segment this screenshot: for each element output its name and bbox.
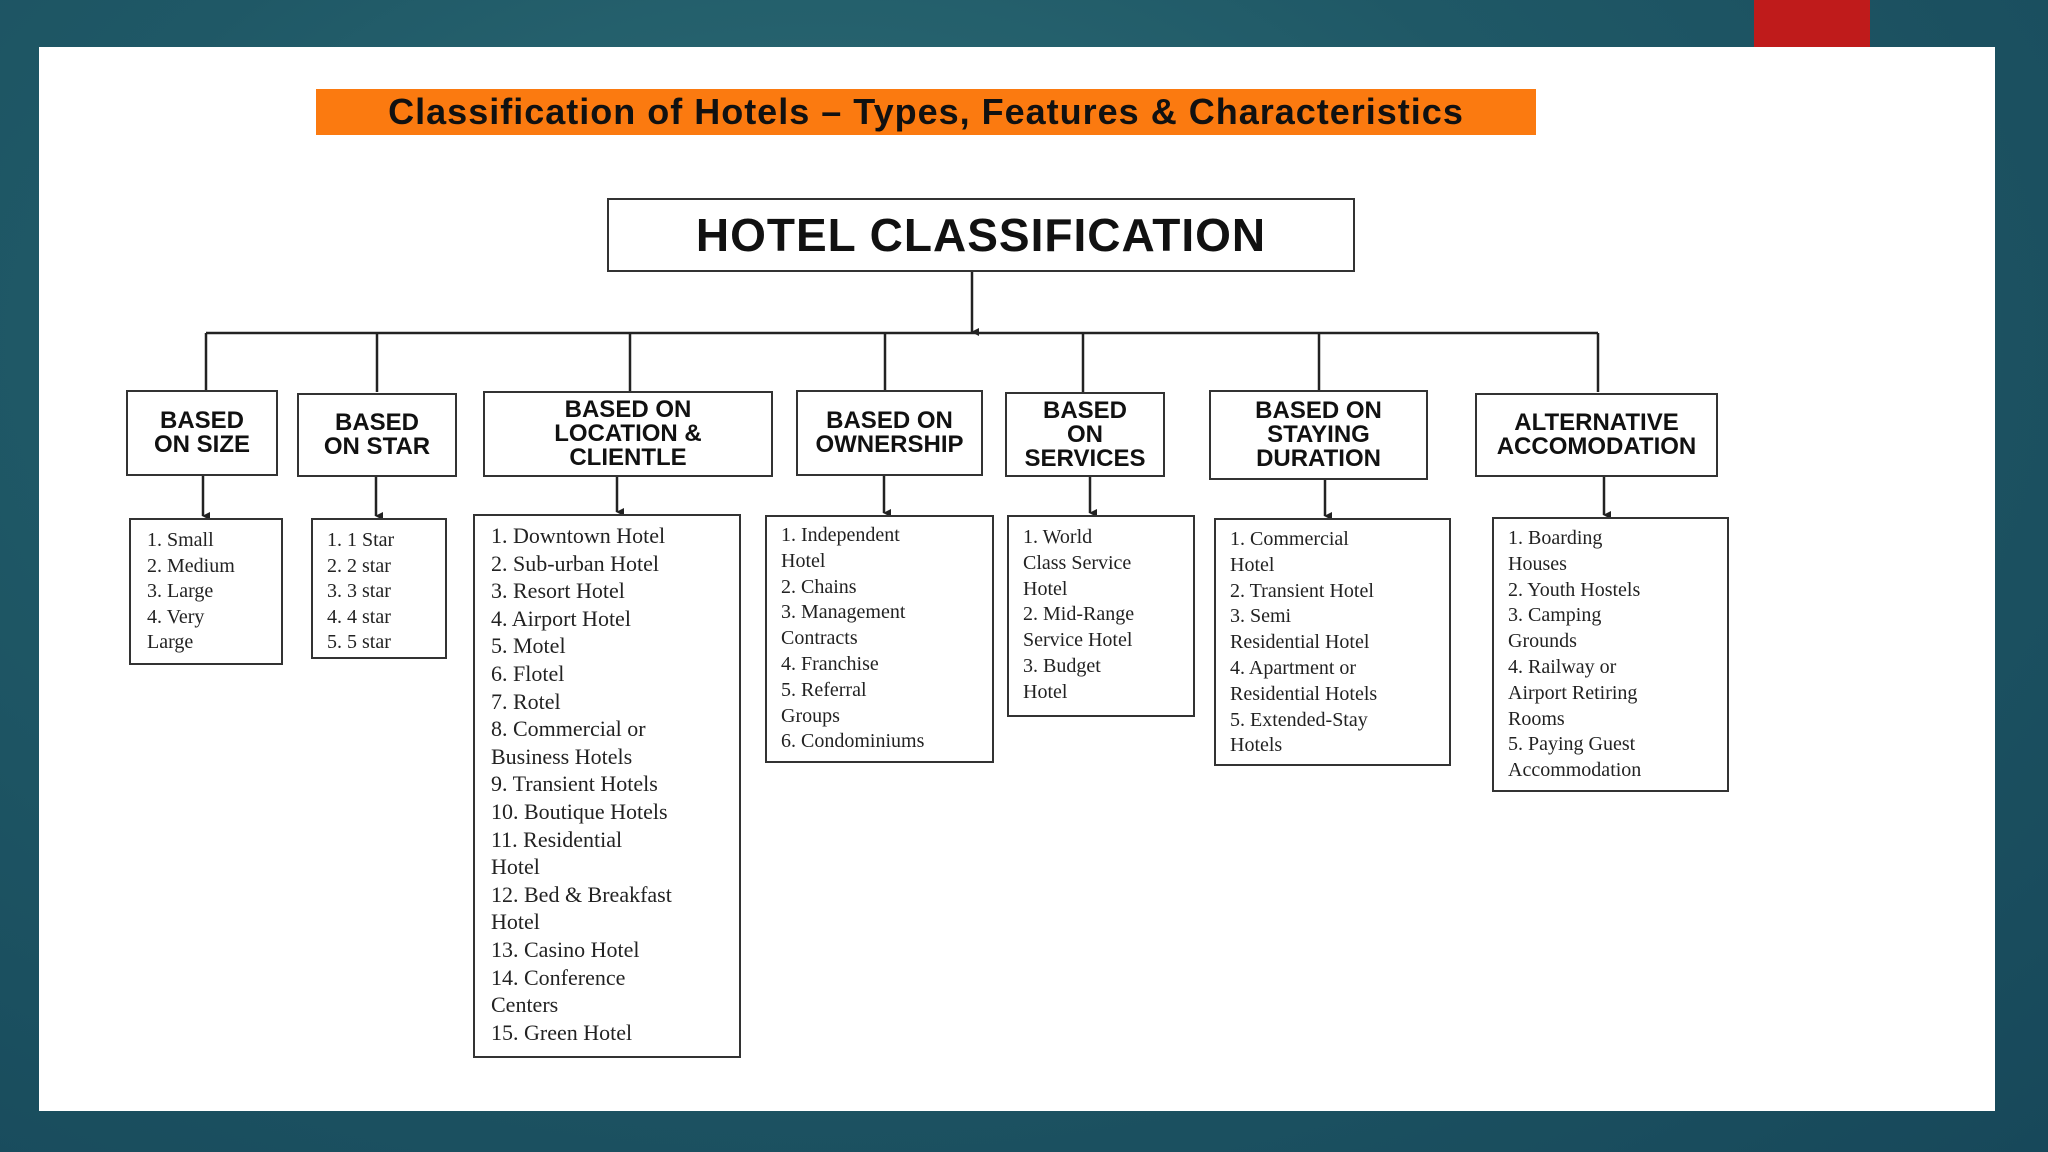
list-item: 1. World Class Service Hotel (1023, 526, 1132, 600)
item-list (491, 522, 739, 1046)
list-item: 7. Rotel (491, 688, 561, 714)
category-label-duration: BASED ON STAYING DURATION (1255, 397, 1382, 472)
slide-title-banner: Classification of Hotels – Types, Features & Characteristics (316, 89, 1536, 135)
list-item: 4. Airport Hotel (491, 605, 631, 631)
category-label-star: BASED ON STAR (323, 409, 431, 460)
list-box-ownership (765, 515, 994, 763)
category-label-size: BASED ON SIZE (153, 407, 250, 458)
category-label-ownership: BASED ON OWNERSHIP (815, 407, 964, 458)
list-item: 4. Apartment or Residential Hotels (1230, 656, 1378, 705)
category-box-duration (1209, 390, 1428, 480)
item-list (147, 528, 281, 656)
category-box-ownership (796, 390, 983, 476)
list-item: 2. Sub-urban Hotel (491, 550, 660, 576)
list-item: 1. Independent Hotel (781, 524, 900, 572)
list-item: 4. Franchise (781, 652, 879, 675)
list-item: 6. Flotel (491, 660, 565, 686)
list-item: 2. Youth Hostels (1508, 578, 1641, 601)
list-item: 9. Transient Hotels (491, 771, 658, 797)
list-item: 11. Residential Hotel (491, 826, 623, 880)
item-list (1230, 527, 1449, 759)
category-box-alternative (1475, 393, 1718, 477)
category-box-services (1005, 392, 1165, 477)
list-item: 1. Small (147, 529, 214, 551)
list-item: 6. Condominiums (781, 730, 925, 753)
category-label-location: BASED ON LOCATION & CLIENTLE (554, 396, 702, 471)
category-label-services: BASED ON SERVICES (1024, 396, 1146, 472)
list-item: 5. Paying Guest Accommodation (1508, 733, 1642, 782)
list-item: 3. Semi Residential Hotel (1230, 605, 1370, 654)
list-item: 3. 3 star (327, 580, 391, 602)
list-item: 1. Downtown Hotel (491, 523, 666, 548)
list-box-services (1007, 515, 1195, 717)
list-item: 5. Motel (491, 633, 566, 659)
list-item: 1. Boarding Houses (1508, 527, 1603, 575)
list-item: 2. Mid-Range Service Hotel (1023, 603, 1135, 652)
item-list (1508, 526, 1727, 784)
list-item: 2. Medium (147, 554, 235, 577)
list-box-star (311, 518, 447, 659)
list-item: 8. Commercial or Business Hotels (491, 716, 646, 769)
list-box-duration (1214, 518, 1451, 766)
list-item: 13. Casino Hotel (491, 936, 640, 962)
list-box-size (129, 518, 283, 665)
category-box-size (126, 390, 278, 476)
root-node-label: HOTEL CLASSIFICATION (695, 209, 1267, 261)
list-item: 3. Resort Hotel (491, 578, 625, 604)
item-list (327, 528, 445, 656)
list-item: 5. 5 star (327, 631, 391, 653)
list-item: 1. 1 Star (327, 529, 395, 551)
list-item: 3. Camping Grounds (1508, 604, 1602, 653)
item-list (781, 523, 992, 755)
list-item: 10. Boutique Hotels (491, 798, 668, 824)
list-item: 2. 2 star (327, 554, 391, 577)
list-item: 4. 4 star (327, 605, 391, 628)
list-item: 2. Chains (781, 575, 857, 598)
list-box-location (473, 514, 741, 1058)
list-item: 3. Management Contracts (781, 601, 906, 650)
list-item: 12. Bed & Breakfast Hotel (491, 881, 672, 935)
list-item: 2. Transient Hotel (1230, 579, 1374, 602)
list-item: 4. Very Large (147, 605, 205, 653)
list-item: 4. Railway or Airport Retiring Rooms (1508, 655, 1638, 730)
list-item: 1. Commercial Hotel (1230, 528, 1349, 576)
list-box-alternative (1492, 517, 1729, 792)
category-box-star (297, 393, 457, 477)
category-box-location (483, 391, 773, 477)
list-item: 3. Large (147, 580, 214, 602)
list-item: 5. Extended-Stay Hotels (1230, 708, 1368, 757)
list-item: 3. Budget Hotel (1023, 654, 1101, 703)
item-list (1023, 525, 1193, 706)
list-item: 15. Green Hotel (491, 1019, 633, 1045)
category-label-alternative: ALTERNATIVE ACCOMODATION (1496, 409, 1697, 460)
list-item: 14. Conference Centers (491, 964, 626, 1018)
list-item: 5. Referral Groups (781, 678, 867, 727)
